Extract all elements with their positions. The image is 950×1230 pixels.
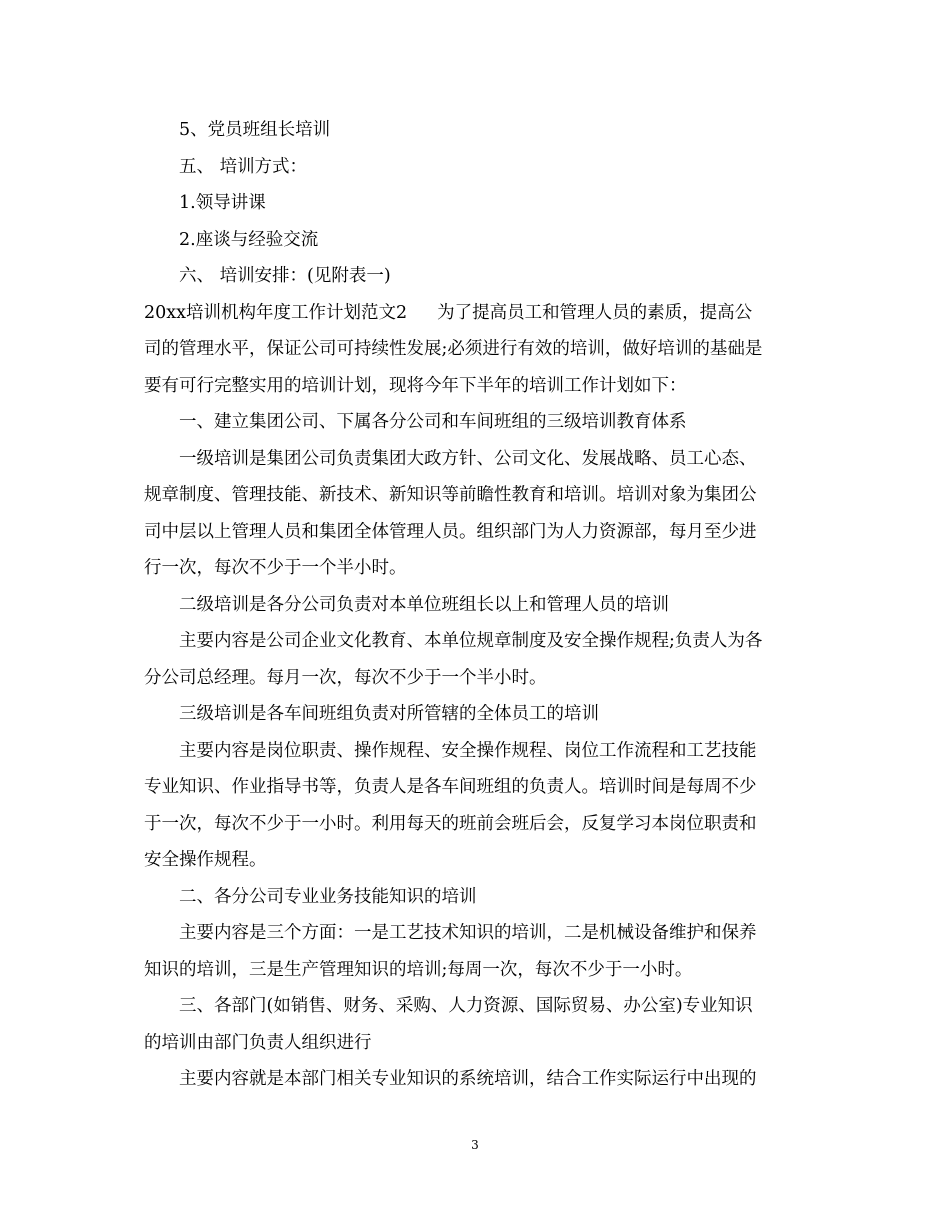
paragraph-line: 主要内容是公司企业文化教育、本单位规章制度及安全操作规程;负责人为各 (179, 631, 763, 651)
list-item: 2.座谈与经验交流 (179, 229, 319, 250)
paragraph-line: 主要内容就是本部门相关专业知识的系统培训，结合工作实际运行中出现的 (179, 1069, 757, 1089)
page-number: 3 (471, 1138, 479, 1152)
paragraph-line: 主要内容是岗位职责、操作规程、安全操作规程、岗位工作流程和工艺技能 (179, 740, 757, 761)
document-body (144, 112, 812, 1098)
document-title: 20xx培训机构年度工作计划范文2 (144, 302, 408, 323)
section-heading: 五、 培训方式： (179, 156, 308, 177)
paragraph-line: 三级培训是各车间班组负责对所管辖的全体员工的培训 (179, 704, 599, 724)
paragraph-line: 的培训由部门负责人组织进行 (144, 1032, 372, 1053)
section-heading: 二、各分公司专业业务技能知识的培训 (179, 886, 477, 907)
paragraph-line: 专业知识、作业指导书等，负责人是各车间班组的负责人。培训时间是每周不少 (144, 777, 757, 797)
paragraph-line: 于一次，每次不少于一小时。利用每天的班前会班后会，反复学习本岗位职责和 (144, 813, 757, 834)
section-heading: 六、 培训安排：(见附表一) (179, 266, 391, 286)
paragraph-line: 安全操作规程。 (144, 850, 267, 870)
paragraph-line: 行一次，每次不少于一个半小时。 (144, 558, 407, 578)
list-item: 5、党员班组长培训 (179, 120, 331, 140)
list-item: 1.领导讲课 (179, 193, 266, 213)
paragraph-line: 司的管理水平，保证公司可持续性发展;必须进行有效的培训，做好培训的基础是 (144, 339, 763, 359)
paragraph-line: 要有可行完整实用的培训计划，现将今年下半年的培训工作计划如下： (144, 375, 687, 396)
title-line (144, 295, 812, 332)
paragraph-line: 规章制度、管理技能、新技术、新知识等前瞻性教育和培训。培训对象为集团公 (144, 485, 757, 505)
paragraph-start: 为了提高员工和管理人员的素质，提高公 (437, 302, 753, 323)
paragraph-line: 分公司总经理。每月一次，每次不少于一个半小时。 (144, 667, 547, 688)
paragraph-line: 二级培训是各分公司负责对本单位班组长以上和管理人员的培训 (179, 594, 669, 615)
section-heading: 一、建立集团公司、下属各分公司和车间班组的三级培训教育体系 (179, 412, 687, 432)
paragraph-line: 一级培训是集团公司负责集团大政方针、公司文化、发展战略、员工心态、 (179, 448, 757, 469)
section-heading: 三、各部门(如销售、财务、采购、人力资源、国际贸易、办公室)专业知识 (179, 996, 753, 1016)
paragraph-line: 司中层以上管理人员和集团全体管理人员。组织部门为人力资源部，每月至少进 (144, 521, 757, 542)
paragraph-line: 知识的培训，三是生产管理知识的培训;每周一次，每次不少于一小时。 (144, 959, 693, 980)
paragraph-line: 主要内容是三个方面：一是工艺技术知识的培训，二是机械设备维护和保养 (179, 923, 757, 943)
